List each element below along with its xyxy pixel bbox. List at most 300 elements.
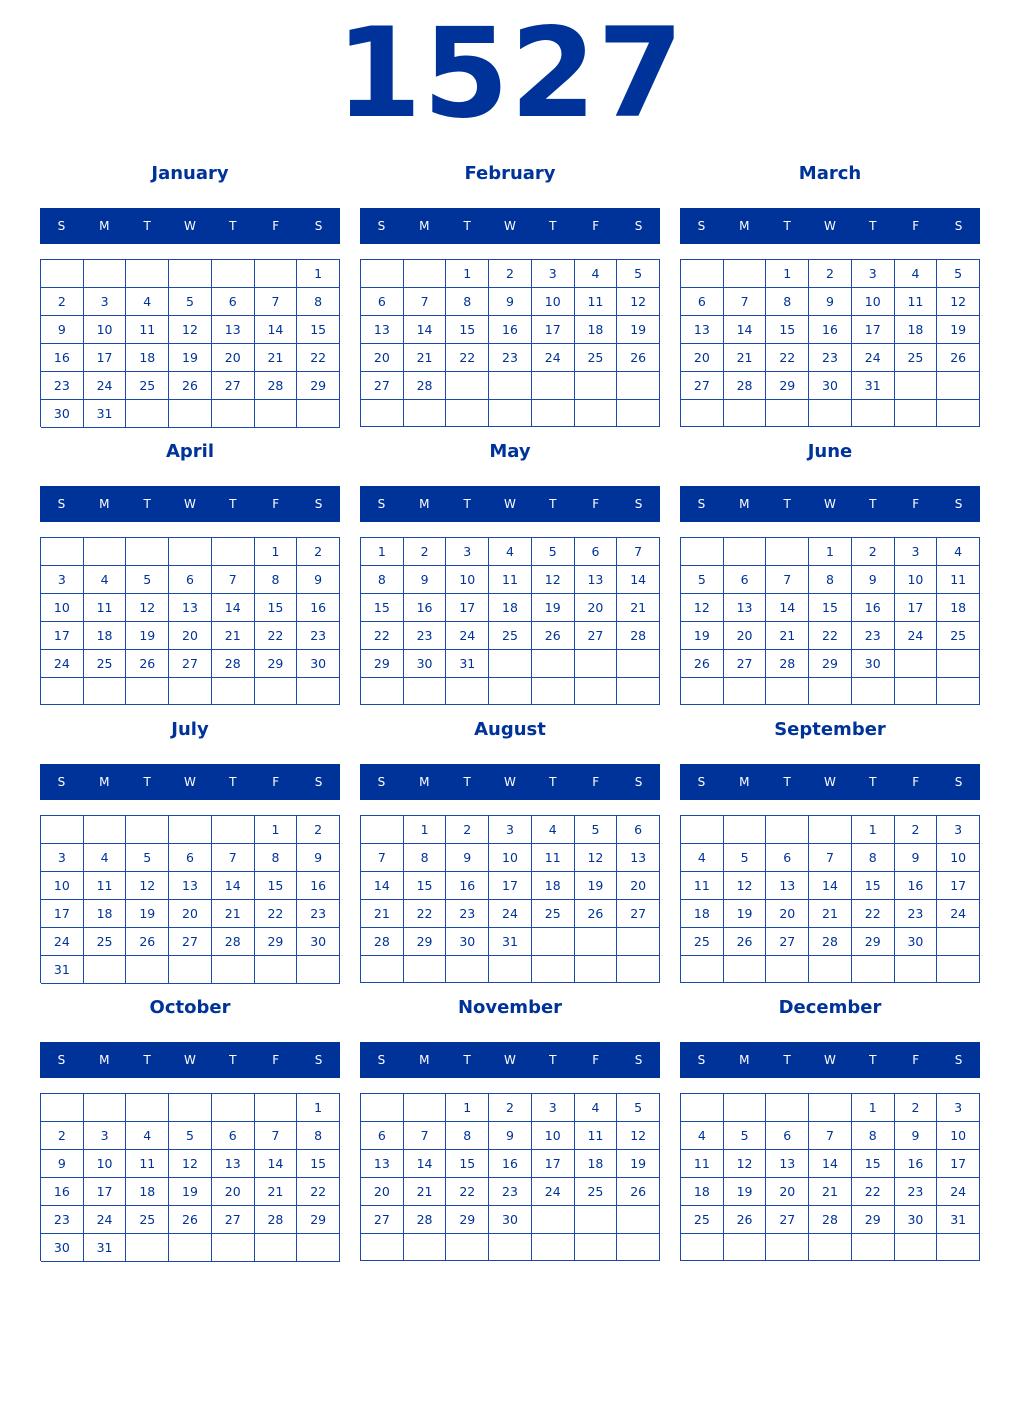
empty-cell [212, 956, 255, 984]
day-cell: 6 [681, 288, 724, 316]
day-cell: 25 [937, 622, 980, 650]
day-cell: 4 [681, 1122, 724, 1150]
day-cell: 29 [852, 928, 895, 956]
day-cell: 21 [766, 622, 809, 650]
day-cell: 12 [575, 844, 618, 872]
weekday-label: F [912, 219, 920, 233]
day-cell: 13 [212, 316, 255, 344]
day-cell: 27 [212, 1206, 255, 1234]
day-cell: 22 [766, 344, 809, 372]
day-cell: 25 [895, 344, 938, 372]
day-cell: 24 [446, 622, 489, 650]
day-cell: 29 [255, 928, 298, 956]
empty-cell [617, 678, 660, 705]
empty-cell [212, 1094, 255, 1122]
day-cell: 3 [852, 260, 895, 288]
day-cell: 17 [41, 622, 84, 650]
day-cell: 1 [404, 816, 447, 844]
day-grid [360, 815, 660, 983]
weekday-label: F [272, 497, 280, 511]
day-cell: 20 [681, 344, 724, 372]
day-cell: 2 [41, 1122, 84, 1150]
empty-cell [255, 1234, 298, 1262]
empty-cell [297, 400, 340, 428]
day-cell: 29 [404, 928, 447, 956]
empty-cell [212, 260, 255, 288]
day-cell: 13 [361, 316, 404, 344]
empty-cell [937, 650, 980, 678]
empty-cell [84, 1094, 127, 1122]
day-cell: 12 [937, 288, 980, 316]
day-cell: 5 [126, 844, 169, 872]
empty-cell [617, 1206, 660, 1234]
empty-cell [404, 1094, 447, 1122]
day-cell: 21 [724, 344, 767, 372]
empty-cell [255, 1094, 298, 1122]
month-name: March [798, 163, 862, 184]
empty-cell [297, 956, 340, 984]
day-cell: 22 [852, 1178, 895, 1206]
weekday-label: F [272, 1053, 280, 1067]
day-cell: 15 [446, 1150, 489, 1178]
day-cell: 25 [126, 372, 169, 400]
weekday-header [40, 764, 340, 800]
day-cell: 12 [126, 872, 169, 900]
weekday-label: W [184, 219, 196, 233]
day-cell: 8 [297, 1122, 340, 1150]
weekday-label: T [229, 497, 237, 511]
day-cell: 14 [212, 594, 255, 622]
day-cell: 3 [895, 538, 938, 566]
day-cell: 19 [532, 594, 575, 622]
day-cell: 4 [575, 260, 618, 288]
empty-cell [41, 678, 84, 705]
day-cell: 7 [617, 538, 660, 566]
weekday-label: T [783, 1053, 791, 1067]
day-cell: 14 [404, 1150, 447, 1178]
day-cell: 25 [532, 900, 575, 928]
day-cell: 3 [489, 816, 532, 844]
day-cell: 21 [404, 1178, 447, 1206]
day-cell: 26 [617, 1178, 660, 1206]
day-cell: 17 [489, 872, 532, 900]
day-cell: 5 [169, 1122, 212, 1150]
day-cell: 5 [575, 816, 618, 844]
day-cell: 15 [255, 594, 298, 622]
weekday-label: T [463, 219, 471, 233]
day-cell: 30 [852, 650, 895, 678]
day-cell: 18 [84, 900, 127, 928]
day-cell: 1 [852, 816, 895, 844]
weekday-label: T [783, 775, 791, 789]
weekday-label: W [824, 775, 836, 789]
weekday-label: M [419, 775, 430, 789]
day-cell: 30 [297, 650, 340, 678]
day-cell: 12 [617, 1122, 660, 1150]
month-name: December [778, 997, 882, 1018]
weekday-label: S [634, 1053, 643, 1067]
empty-cell [489, 956, 532, 983]
month-april [40, 440, 340, 712]
empty-cell [126, 260, 169, 288]
day-cell: 31 [489, 928, 532, 956]
day-cell: 18 [681, 900, 724, 928]
empty-cell [937, 956, 980, 983]
day-cell: 19 [617, 1150, 660, 1178]
day-cell: 10 [937, 844, 980, 872]
day-cell: 15 [297, 316, 340, 344]
empty-cell [766, 400, 809, 427]
weekday-label: T [869, 219, 877, 233]
empty-cell [895, 400, 938, 427]
day-cell: 9 [895, 844, 938, 872]
empty-cell [361, 400, 404, 427]
weekday-label: M [739, 775, 750, 789]
day-cell: 18 [532, 872, 575, 900]
month-may [360, 440, 660, 712]
weekday-label: F [592, 497, 600, 511]
day-cell: 11 [532, 844, 575, 872]
day-cell: 28 [255, 372, 298, 400]
weekday-label: W [504, 497, 516, 511]
weekday-label: W [824, 1053, 836, 1067]
day-cell: 3 [41, 844, 84, 872]
day-cell: 5 [681, 566, 724, 594]
weekday-label: F [272, 219, 280, 233]
empty-cell [617, 372, 660, 400]
day-cell: 7 [404, 1122, 447, 1150]
empty-cell [766, 816, 809, 844]
empty-cell [575, 1206, 618, 1234]
empty-cell [766, 678, 809, 705]
empty-cell [404, 260, 447, 288]
day-cell: 30 [41, 1234, 84, 1262]
empty-cell [404, 400, 447, 427]
empty-cell [446, 678, 489, 705]
day-cell: 15 [446, 316, 489, 344]
month-november [360, 996, 660, 1268]
day-cell: 23 [41, 1206, 84, 1234]
day-cell: 26 [681, 650, 724, 678]
day-cell: 10 [446, 566, 489, 594]
day-cell: 26 [169, 372, 212, 400]
day-cell: 17 [852, 316, 895, 344]
weekday-label: F [272, 775, 280, 789]
day-cell: 10 [532, 288, 575, 316]
day-cell: 14 [404, 316, 447, 344]
day-cell: 22 [852, 900, 895, 928]
day-cell: 12 [681, 594, 724, 622]
day-cell: 4 [489, 538, 532, 566]
weekday-label: T [143, 775, 151, 789]
day-cell: 30 [446, 928, 489, 956]
day-cell: 3 [84, 1122, 127, 1150]
day-cell: 8 [404, 844, 447, 872]
day-cell: 16 [895, 872, 938, 900]
weekday-label: T [229, 219, 237, 233]
empty-cell [852, 956, 895, 983]
day-cell: 23 [41, 372, 84, 400]
empty-cell [126, 678, 169, 705]
day-cell: 19 [169, 344, 212, 372]
day-cell: 11 [681, 872, 724, 900]
weekday-label: F [592, 1053, 600, 1067]
day-grid [360, 537, 660, 705]
weekday-label: W [504, 1053, 516, 1067]
empty-cell [41, 1094, 84, 1122]
day-cell: 21 [617, 594, 660, 622]
day-cell: 24 [532, 344, 575, 372]
weekday-label: W [504, 775, 516, 789]
day-cell: 5 [617, 1094, 660, 1122]
day-cell: 6 [361, 288, 404, 316]
weekday-label: F [592, 219, 600, 233]
day-cell: 1 [852, 1094, 895, 1122]
month-january [40, 162, 340, 434]
day-cell: 10 [895, 566, 938, 594]
day-cell: 2 [895, 816, 938, 844]
day-cell: 7 [255, 1122, 298, 1150]
day-cell: 11 [937, 566, 980, 594]
empty-cell [212, 400, 255, 428]
weekday-header [360, 764, 660, 800]
empty-cell [41, 538, 84, 566]
month-february [360, 162, 660, 434]
day-cell: 23 [895, 1178, 938, 1206]
day-cell: 25 [84, 650, 127, 678]
empty-cell [84, 816, 127, 844]
weekday-label: M [99, 497, 110, 511]
empty-cell [126, 1094, 169, 1122]
day-cell: 6 [169, 844, 212, 872]
empty-cell [575, 400, 618, 427]
day-grid [40, 259, 340, 427]
day-cell: 23 [297, 900, 340, 928]
day-cell: 2 [446, 816, 489, 844]
day-cell: 21 [361, 900, 404, 928]
day-cell: 15 [852, 872, 895, 900]
day-cell: 30 [41, 400, 84, 428]
empty-cell [126, 956, 169, 984]
day-cell: 16 [809, 316, 852, 344]
empty-cell [617, 956, 660, 983]
day-cell: 4 [681, 844, 724, 872]
day-cell: 13 [575, 566, 618, 594]
day-cell: 3 [937, 1094, 980, 1122]
day-cell: 11 [681, 1150, 724, 1178]
day-cell: 20 [212, 344, 255, 372]
day-cell: 1 [446, 260, 489, 288]
weekday-label: W [184, 1053, 196, 1067]
empty-cell [404, 956, 447, 983]
empty-cell [255, 956, 298, 984]
day-cell: 21 [255, 344, 298, 372]
day-cell: 19 [681, 622, 724, 650]
day-cell: 20 [766, 1178, 809, 1206]
day-cell: 9 [895, 1122, 938, 1150]
day-cell: 1 [361, 538, 404, 566]
empty-cell [532, 372, 575, 400]
weekday-header [680, 764, 980, 800]
day-cell: 2 [297, 816, 340, 844]
day-cell: 25 [84, 928, 127, 956]
day-cell: 29 [766, 372, 809, 400]
day-cell: 27 [169, 928, 212, 956]
day-cell: 27 [212, 372, 255, 400]
day-cell: 14 [255, 316, 298, 344]
day-cell: 16 [446, 872, 489, 900]
weekday-label: M [419, 1053, 430, 1067]
empty-cell [681, 400, 724, 427]
empty-cell [361, 816, 404, 844]
empty-cell [489, 650, 532, 678]
month-september [680, 718, 980, 990]
day-cell: 4 [126, 1122, 169, 1150]
day-cell: 2 [404, 538, 447, 566]
day-cell: 25 [575, 344, 618, 372]
day-cell: 6 [575, 538, 618, 566]
day-cell: 11 [895, 288, 938, 316]
empty-cell [297, 678, 340, 705]
day-cell: 9 [404, 566, 447, 594]
day-cell: 28 [766, 650, 809, 678]
empty-cell [404, 1234, 447, 1261]
empty-cell [169, 400, 212, 428]
day-cell: 2 [489, 260, 532, 288]
day-cell: 16 [41, 344, 84, 372]
weekday-label: M [739, 219, 750, 233]
day-cell: 17 [937, 1150, 980, 1178]
day-cell: 24 [84, 1206, 127, 1234]
day-cell: 7 [404, 288, 447, 316]
day-cell: 19 [617, 316, 660, 344]
weekday-label: M [99, 1053, 110, 1067]
empty-cell [212, 538, 255, 566]
empty-cell [84, 956, 127, 984]
empty-cell [212, 678, 255, 705]
day-cell: 23 [809, 344, 852, 372]
weekday-label: S [314, 219, 323, 233]
weekday-label: S [57, 219, 66, 233]
day-cell: 19 [575, 872, 618, 900]
day-cell: 5 [724, 1122, 767, 1150]
month-august [360, 718, 660, 990]
day-grid [680, 815, 980, 983]
month-name: November [457, 997, 563, 1018]
day-cell: 29 [361, 650, 404, 678]
weekday-label: T [463, 497, 471, 511]
empty-cell [212, 1234, 255, 1262]
empty-cell [361, 1094, 404, 1122]
day-cell: 28 [617, 622, 660, 650]
weekday-label: S [634, 775, 643, 789]
day-cell: 27 [169, 650, 212, 678]
day-cell: 1 [446, 1094, 489, 1122]
empty-cell [575, 372, 618, 400]
weekday-header [40, 486, 340, 522]
day-cell: 9 [489, 288, 532, 316]
weekday-header [360, 486, 660, 522]
day-cell: 25 [681, 928, 724, 956]
weekday-label: F [912, 775, 920, 789]
day-cell: 28 [404, 1206, 447, 1234]
day-cell: 21 [212, 622, 255, 650]
day-cell: 6 [766, 1122, 809, 1150]
day-cell: 2 [809, 260, 852, 288]
day-cell: 29 [809, 650, 852, 678]
day-cell: 9 [446, 844, 489, 872]
empty-cell [126, 816, 169, 844]
day-cell: 28 [212, 928, 255, 956]
day-cell: 10 [84, 316, 127, 344]
empty-cell [41, 260, 84, 288]
day-cell: 8 [446, 288, 489, 316]
day-cell: 2 [41, 288, 84, 316]
empty-cell [937, 1234, 980, 1261]
day-cell: 11 [84, 594, 127, 622]
day-cell: 30 [297, 928, 340, 956]
day-cell: 28 [724, 372, 767, 400]
day-grid [680, 1093, 980, 1261]
day-cell: 13 [169, 594, 212, 622]
day-cell: 14 [809, 1150, 852, 1178]
day-cell: 3 [532, 260, 575, 288]
day-cell: 15 [255, 872, 298, 900]
day-cell: 23 [297, 622, 340, 650]
month-name: May [489, 441, 531, 462]
day-cell: 1 [297, 260, 340, 288]
day-cell: 24 [895, 622, 938, 650]
day-cell: 28 [809, 928, 852, 956]
day-cell: 23 [404, 622, 447, 650]
weekday-label: S [634, 219, 643, 233]
day-cell: 2 [297, 538, 340, 566]
empty-cell [895, 650, 938, 678]
day-cell: 22 [446, 344, 489, 372]
weekday-label: T [549, 497, 557, 511]
empty-cell [575, 678, 618, 705]
day-cell: 31 [84, 400, 127, 428]
day-cell: 14 [255, 1150, 298, 1178]
empty-cell [446, 1234, 489, 1261]
weekday-label: S [697, 1053, 706, 1067]
day-cell: 24 [532, 1178, 575, 1206]
day-cell: 14 [212, 872, 255, 900]
empty-cell [255, 400, 298, 428]
day-cell: 26 [724, 1206, 767, 1234]
empty-cell [446, 956, 489, 983]
day-cell: 18 [489, 594, 532, 622]
day-cell: 8 [297, 288, 340, 316]
empty-cell [681, 538, 724, 566]
empty-cell [575, 650, 618, 678]
empty-cell [84, 678, 127, 705]
empty-cell [724, 816, 767, 844]
day-cell: 12 [724, 1150, 767, 1178]
day-cell: 11 [126, 316, 169, 344]
weekday-label: S [954, 1053, 963, 1067]
day-cell: 22 [297, 344, 340, 372]
empty-cell [766, 956, 809, 983]
day-cell: 8 [361, 566, 404, 594]
empty-cell [84, 260, 127, 288]
weekday-label: T [229, 775, 237, 789]
month-name: June [807, 441, 853, 462]
day-cell: 4 [937, 538, 980, 566]
day-cell: 27 [681, 372, 724, 400]
day-cell: 10 [41, 594, 84, 622]
day-cell: 5 [126, 566, 169, 594]
